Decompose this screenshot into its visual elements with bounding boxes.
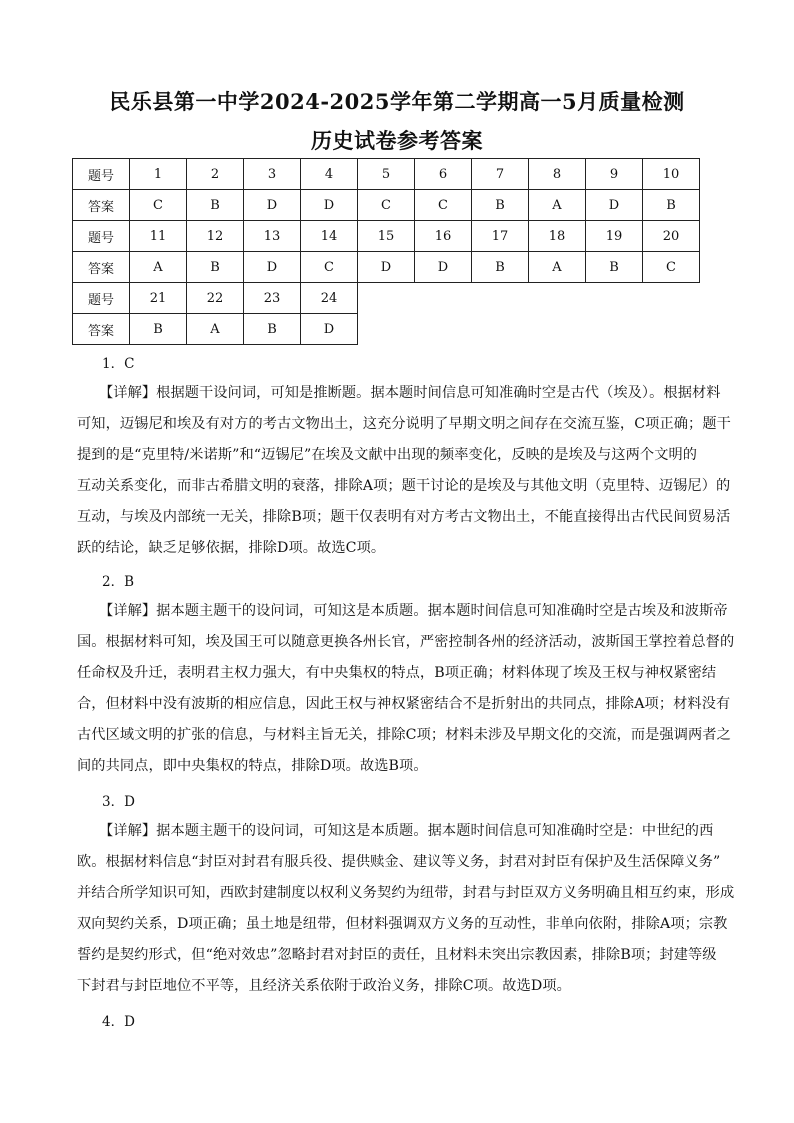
table-cell: D (244, 190, 301, 221)
table-cell: 2 (187, 159, 244, 190)
table-cell: C (130, 190, 187, 221)
explanation-line: 可知，迈锡尼和埃及有对方的考古文物出土，这充分说明了早期文明之间存在交流互鉴，C项正确；题干 (77, 416, 731, 432)
table-cell: 7 (472, 159, 529, 190)
table-cell: 22 (187, 283, 244, 314)
explanation-line: 合，但材料中没有波斯的相应信息，因此王权与神权紧密结合不是折射出的共同点，排除A项；材料没有 (77, 696, 731, 712)
table-cell: 15 (358, 221, 415, 252)
explanation-line: 跃的结论，缺乏足够依据，排除D项。故选C项。 (77, 540, 386, 556)
explanation-line: 古代区域文明的扩张的信息，与材料主旨无关，排除C项；材料未涉及早期文化的交流，而是强调两者之 (77, 727, 731, 743)
table-cell: D (301, 314, 358, 345)
table-cell: 21 (130, 283, 187, 314)
row-label: 答案 (73, 252, 130, 283)
answer-number: 2．B (102, 574, 135, 590)
table-row (73, 159, 700, 190)
table-row (73, 190, 700, 221)
answer-explanation (77, 596, 735, 782)
document-title: 民乐县第一中学2024-2025学年第二学期高一5月质量检测 (109, 89, 685, 114)
table-cell: 1 (130, 159, 187, 190)
table-cell: D (415, 252, 472, 283)
table-row (73, 283, 700, 314)
table-cell: B (472, 190, 529, 221)
answer-explanation (77, 816, 735, 1002)
table-cell: C (358, 190, 415, 221)
row-label: 题号 (73, 283, 130, 314)
answer-number: 1．C (102, 356, 135, 372)
table-cell: 20 (643, 221, 700, 252)
table-cell: B (130, 314, 187, 345)
table-cell: D (244, 252, 301, 283)
table-cell: 16 (415, 221, 472, 252)
explanation-line: 下封君与封臣地位不平等，且经济关系依附于政治义务，排除C项。故选D项。 (77, 978, 571, 994)
row-label: 题号 (73, 221, 130, 252)
table-cell: B (244, 314, 301, 345)
table-cell: B (643, 190, 700, 221)
explanation-line: 提到的是“克里特/米诺斯”和“迈锡尼”在埃及文献中出现的频率变化，反映的是埃及与这两个文明的 (77, 447, 698, 463)
table-cell: 12 (187, 221, 244, 252)
table-row (73, 221, 700, 252)
row-label: 答案 (73, 314, 130, 345)
table-cell: 9 (586, 159, 643, 190)
table-cell: C (415, 190, 472, 221)
table-cell: B (586, 252, 643, 283)
table-cell: 10 (643, 159, 700, 190)
table-cell: 23 (244, 283, 301, 314)
table-row (73, 314, 700, 345)
explanation-line: 双向契约关系，D项正确；虽土地是纽带，但材料强调双方义务的互动性，非单向依附，排除A项；宗教 (77, 916, 728, 932)
table-cell: A (130, 252, 187, 283)
table-cell: C (643, 252, 700, 283)
explanation-line: 互动关系变化，而非古希腊文明的衰落，排除A项；题干讨论的是埃及与其他文明（克里特、迈锡尼）的 (77, 478, 731, 494)
table-cell: B (187, 252, 244, 283)
answer-table (72, 158, 700, 345)
table-cell: 17 (472, 221, 529, 252)
table-cell: A (529, 252, 586, 283)
answer-number: 4．D (102, 1014, 135, 1030)
row-label: 题号 (73, 159, 130, 190)
table-cell: 13 (244, 221, 301, 252)
table-cell: 3 (244, 159, 301, 190)
table-cell: 14 (301, 221, 358, 252)
table-cell: D (301, 190, 358, 221)
table-cell: 19 (586, 221, 643, 252)
table-cell: 24 (301, 283, 358, 314)
explanation-line: 【详解】据本题主题干的设问词，可知这是本质题。据本题时间信息可知准确时空是古埃及和波斯帝 (99, 603, 728, 619)
row-label: 答案 (73, 190, 130, 221)
table-cell: A (529, 190, 586, 221)
table-row (73, 252, 700, 283)
explanation-line: 互动，与埃及内部统一无关，排除B项；题干仅表明有对方考古文物出土，不能直接得出古代民间贸易活 (77, 509, 731, 525)
table-cell: 8 (529, 159, 586, 190)
table-cell: D (586, 190, 643, 221)
explanation-line: 欧。根据材料信息“封臣对封君有服兵役、提供赎金、建议等义务，封君对封臣有保护及生活保障义务” (77, 854, 721, 870)
table-cell: B (187, 190, 244, 221)
table-cell: 11 (130, 221, 187, 252)
explanation-line: 【详解】根据题干设问词，可知是推断题。据本题时间信息可知准确时空是古代（埃及）。根据材料 (99, 385, 721, 401)
table-cell: C (301, 252, 358, 283)
table-cell: 6 (415, 159, 472, 190)
explanation-line: 并结合所学知识可知，西欧封建制度以权利义务契约为纽带，封君与封臣双方义务明确且相互约束，形成 (77, 885, 735, 901)
explanation-line: 国。根据材料可知，埃及国王可以随意更换各州长官，严密控制各州的经济活动，波斯国王掌控着总督的 (77, 634, 735, 650)
table-cell: 4 (301, 159, 358, 190)
explanation-line: 间的共同点，即中央集权的特点，排除D项。故选B项。 (77, 758, 428, 774)
answer-explanation (77, 378, 731, 564)
explanation-line: 【详解】据本题主题干的设问词，可知这是本质题。据本题时间信息可知准确时空是：中世纪的西 (99, 823, 714, 839)
table-cell: A (187, 314, 244, 345)
table-cell: 5 (358, 159, 415, 190)
table-cell: D (358, 252, 415, 283)
table-cell: 18 (529, 221, 586, 252)
explanation-line: 任命权及升迁，表明君主权力强大，有中央集权的特点，B项正确；材料体现了埃及王权与神权紧密结 (77, 665, 717, 681)
table-cell: B (472, 252, 529, 283)
explanation-line: 誓约是契约形式，但“绝对效忠”忽略封君对封臣的责任，且材料未突出宗教因素，排除B项；封建等级 (77, 947, 717, 963)
document-subtitle: 历史试卷参考答案 (311, 128, 483, 153)
answer-number: 3．D (102, 794, 135, 810)
